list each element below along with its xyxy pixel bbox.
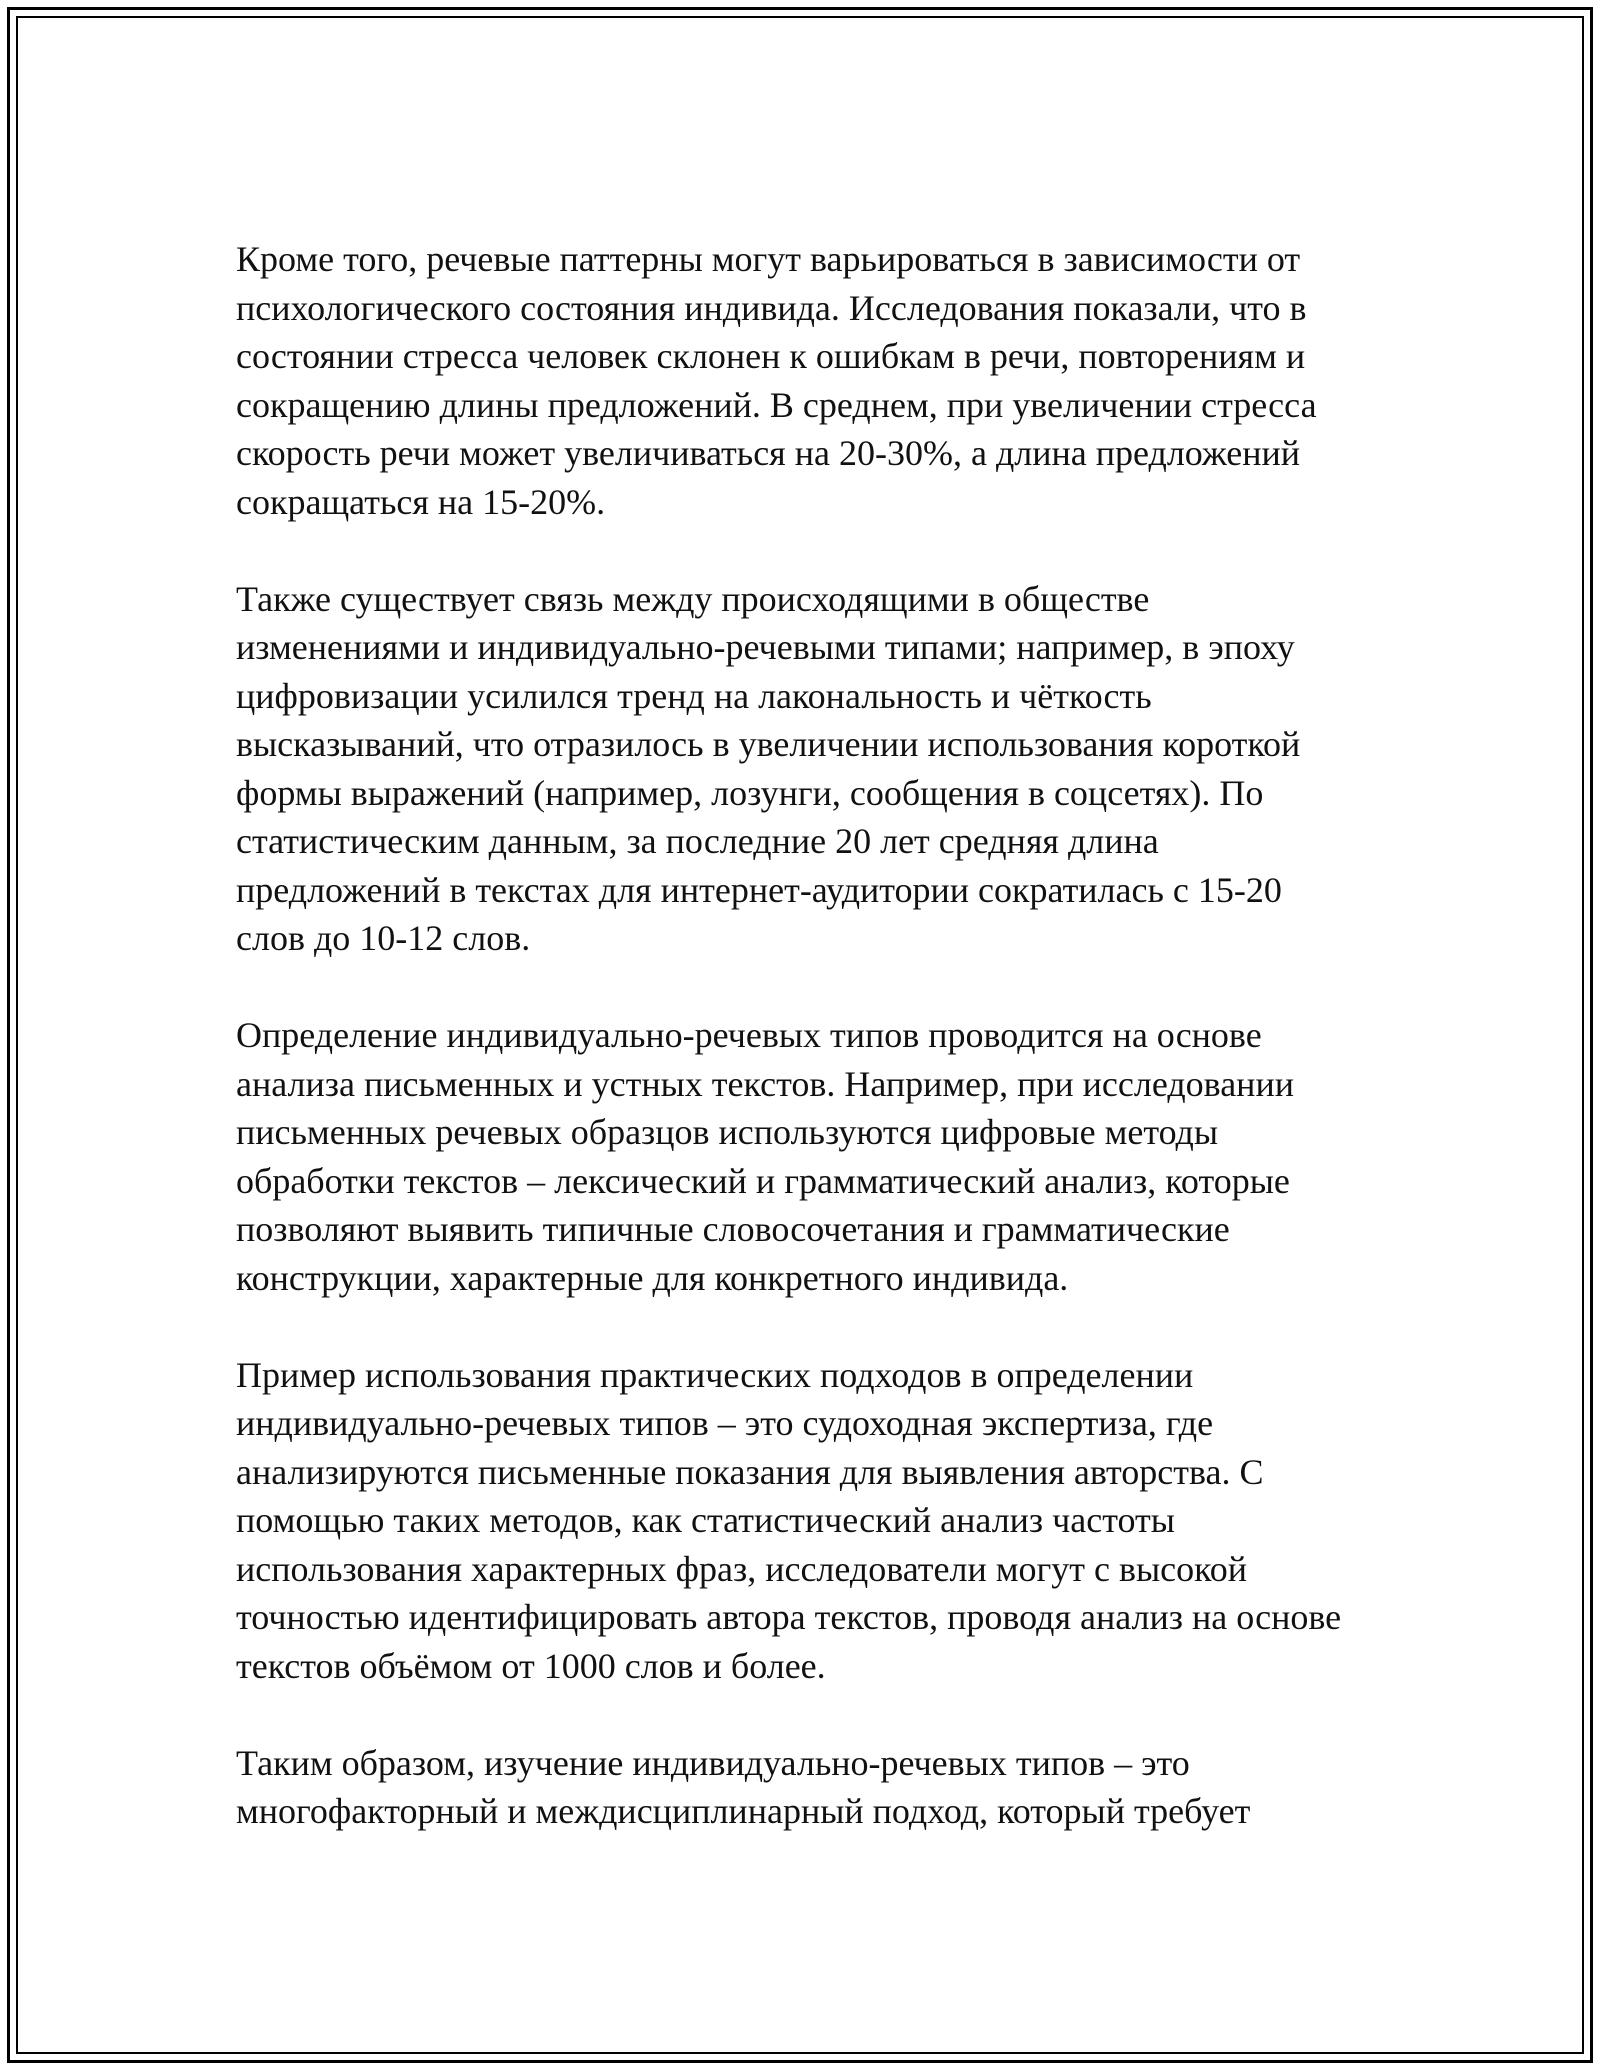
text-line: анализируются письменные показания для выявления авторства. С [236,1451,1264,1492]
text-line: Определение индивидуально-речевых типов проводится на основе [236,1015,1262,1055]
text-line: Кроме того, речевые паттерны могут варьироваться в зависимости от [236,239,1301,279]
text-line: индивидуально-речевых типов – это судоходная экспертиза, где [236,1403,1214,1443]
text-line: точностью идентифицировать автора текстов, проводя анализ на основе [236,1597,1342,1637]
text-line: текстов объёмом от 1000 слов и более. [236,1645,826,1686]
text-line: Также существует связь между происходящими в обществе [236,578,1150,619]
text-line: позволяют выявить типичные словосочетания и грамматические [236,1209,1230,1249]
text-line: цифровизации усилился тренд на лакональность и чёткость [236,675,1152,716]
paragraph-2 [236,575,1376,963]
text-line: изменениями и индивидуально-речевыми типами; например, в эпоху [236,627,1295,667]
text-line: Таким образом, изучение индивидуально-речевых типов – это [236,1742,1190,1783]
text-line: обработки текстов – лексический и грамматический анализ, которые [236,1160,1290,1201]
text-line: предложений в текстах для интернет-аудитории сократилась с 15-20 [236,869,1282,910]
text-line: сокращаться на 15-20%. [236,481,606,522]
document-body [236,235,1376,1884]
text-line: статистическим данным, за последние 20 лет средняя длина [236,821,1159,861]
text-line: использования характерных фраз, исследователи могут с высокой [236,1548,1248,1589]
text-line: письменных речевых образцов используются цифровые методы [236,1112,1219,1152]
text-line: формы выражений (например, лозунги, сообщения в соцсетях). По [236,772,1264,813]
text-line: многофакторный и междисциплинарный подход, который требует [236,1791,1251,1831]
text-line: психологического состояния индивида. Исследования показали, что в [236,287,1307,328]
text-line: скорость речи может увеличиваться на 20-30%, а длина предложений [236,433,1301,473]
text-line: конструкции, характерные для конкретного индивида. [236,1257,1069,1298]
text-line: помощью таких методов, как статистический анализ частоты [236,1500,1175,1540]
text-line: сокращению длины предложений. В среднем, при увеличении стресса [236,384,1317,425]
text-line: слов до 10-12 слов. [236,918,531,958]
text-line: высказываний, что отразилось в увеличении использования короткой [236,724,1301,764]
paragraph-5 [236,1739,1376,1836]
text-line: анализа письменных и устных текстов. Например, при исследовании [236,1063,1294,1104]
paragraph-1 [236,235,1376,526]
paragraph-3 [236,1011,1376,1302]
text-line: состоянии стресса человек склонен к ошибкам в речи, повторениям и [236,336,1306,376]
text-line: Пример использования практических подходов в определении [236,1354,1194,1395]
paragraph-4 [236,1351,1376,1691]
